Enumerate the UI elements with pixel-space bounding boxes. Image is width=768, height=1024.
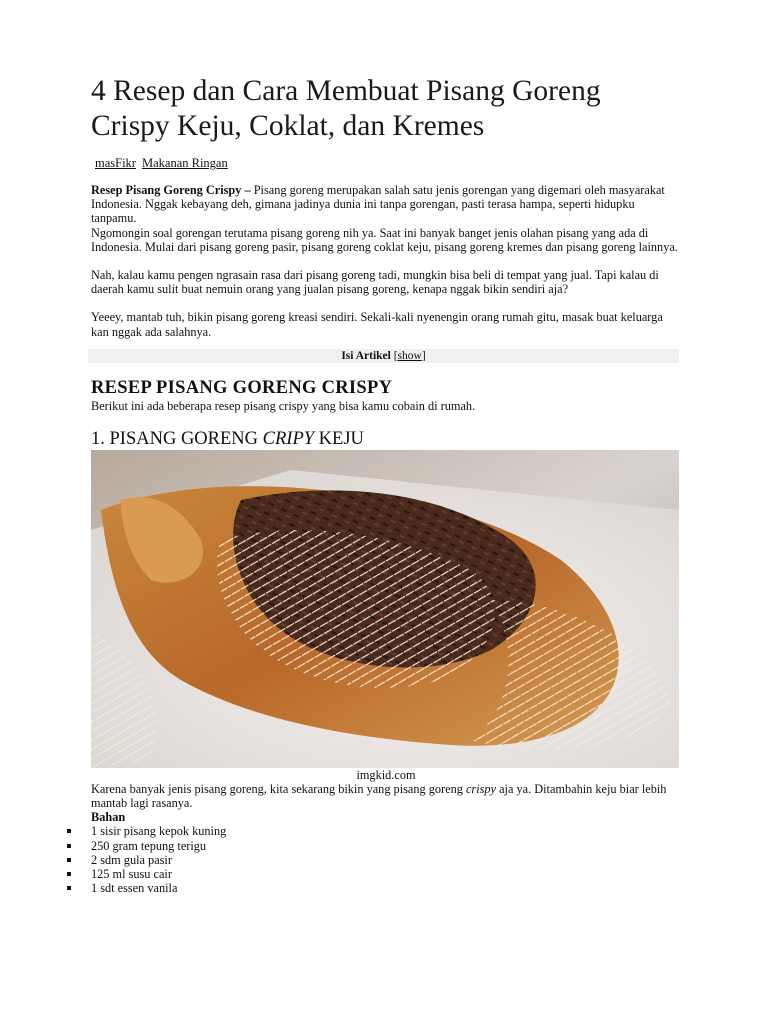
article [91,74,681,895]
bullet-icon [67,844,71,848]
ingredient-text: 1 sdt essen vanila [91,881,178,896]
paragraph-2: Ngomongin soal gorengan terutama pisang goreng nih ya. Saat ini banyak banget jenis olahan pisang yang ada di Indonesia. Mulai dari pisang goreng pasir, pisang goreng coklat keju, pisang goreng kremes dan pisang goreng lainnya. [91,225,678,254]
section-heading: RESEP PISANG GORENG CRISPY [91,377,393,398]
recipe-1-desc-post: aja ya. Ditambahin keju biar lebih mantab lagi rasanya. [91,782,667,811]
ingredient-list [91,824,681,895]
recipe-1-heading-post: KEJU [314,429,364,450]
category-link[interactable]: Makanan Ringan [141,156,228,170]
recipe-1-desc-pre: Karena banyak jenis pisang goreng, kita sekarang bikin yang pisang goreng [91,782,466,797]
bahan-label: Bahan [91,810,126,825]
ingredient-text: 250 gram tepung terigu [91,838,207,853]
table-of-contents [88,349,679,363]
toc-close-bracket: ] [421,349,426,362]
recipe-1-heading [91,429,681,449]
list-item [91,881,681,895]
recipe-1-heading-em: CRIPY [262,429,315,450]
photo-caption: imgkid.com [356,768,416,783]
paragraph-4: Yeeey, mantab tuh, bikin pisang goreng kreasi sendiri. Sekali-kali nyenengin orang rumah gitu, masak buat keluarga kan nggak ada salahnya. [91,310,663,339]
list-item [91,853,681,867]
bullet-icon [67,858,71,862]
bullet-icon [67,872,71,876]
toc-label: Isi Artikel [341,349,391,362]
list-item [91,824,681,838]
toc-open-bracket: [ [393,349,398,362]
paragraph-3: Nah, kalau kamu pengen ngrasain rasa dari pisang goreng tadi, mungkin bisa beli di tempat yang jual. Tapi kalau di daerah kamu sulit buat nemuin orang yang jualan pisang goreng, kenapa nggak bikin sendiri aja? [91,268,659,297]
article-title: 4 Resep dan Cara Membuat Pisang Goreng Crispy Keju, Coklat, dan Kremes [91,75,601,142]
intro-paragraph [91,183,681,226]
recipe-1-description [91,782,681,810]
ingredient-text: 2 sdm gula pasir [91,852,172,867]
ingredient-text: 125 ml susu cair [91,867,172,882]
article-meta [95,156,681,171]
intro-bold: Resep Pisang Goreng Crispy – [91,183,251,197]
list-item [91,867,681,881]
toc-show-link[interactable]: show [397,349,422,362]
section-subtitle: Berikut ini ada beberapa resep pisang crispy yang bisa kamu cobain di rumah. [91,398,476,413]
fried-banana-photo [91,450,679,768]
bullet-icon [67,886,71,890]
recipe-1-desc-em: crispy [465,782,497,797]
ingredient-text: 1 sisir pisang kepok kuning [91,824,227,839]
bullet-icon [67,829,71,833]
recipe-1-heading-pre: 1. PISANG GORENG [91,429,263,450]
intro-text: Pisang goreng merupakan salah satu jenis gorengan yang digemari oleh masyarakat Indonesia. Nggak kebayang deh, gimana jadinya dunia ini tanpa gorengan, pasti terasa hampa, seperti hidupku tanpamu. [91,183,665,226]
list-item [91,839,681,853]
author-link[interactable]: masFikr [95,156,136,170]
